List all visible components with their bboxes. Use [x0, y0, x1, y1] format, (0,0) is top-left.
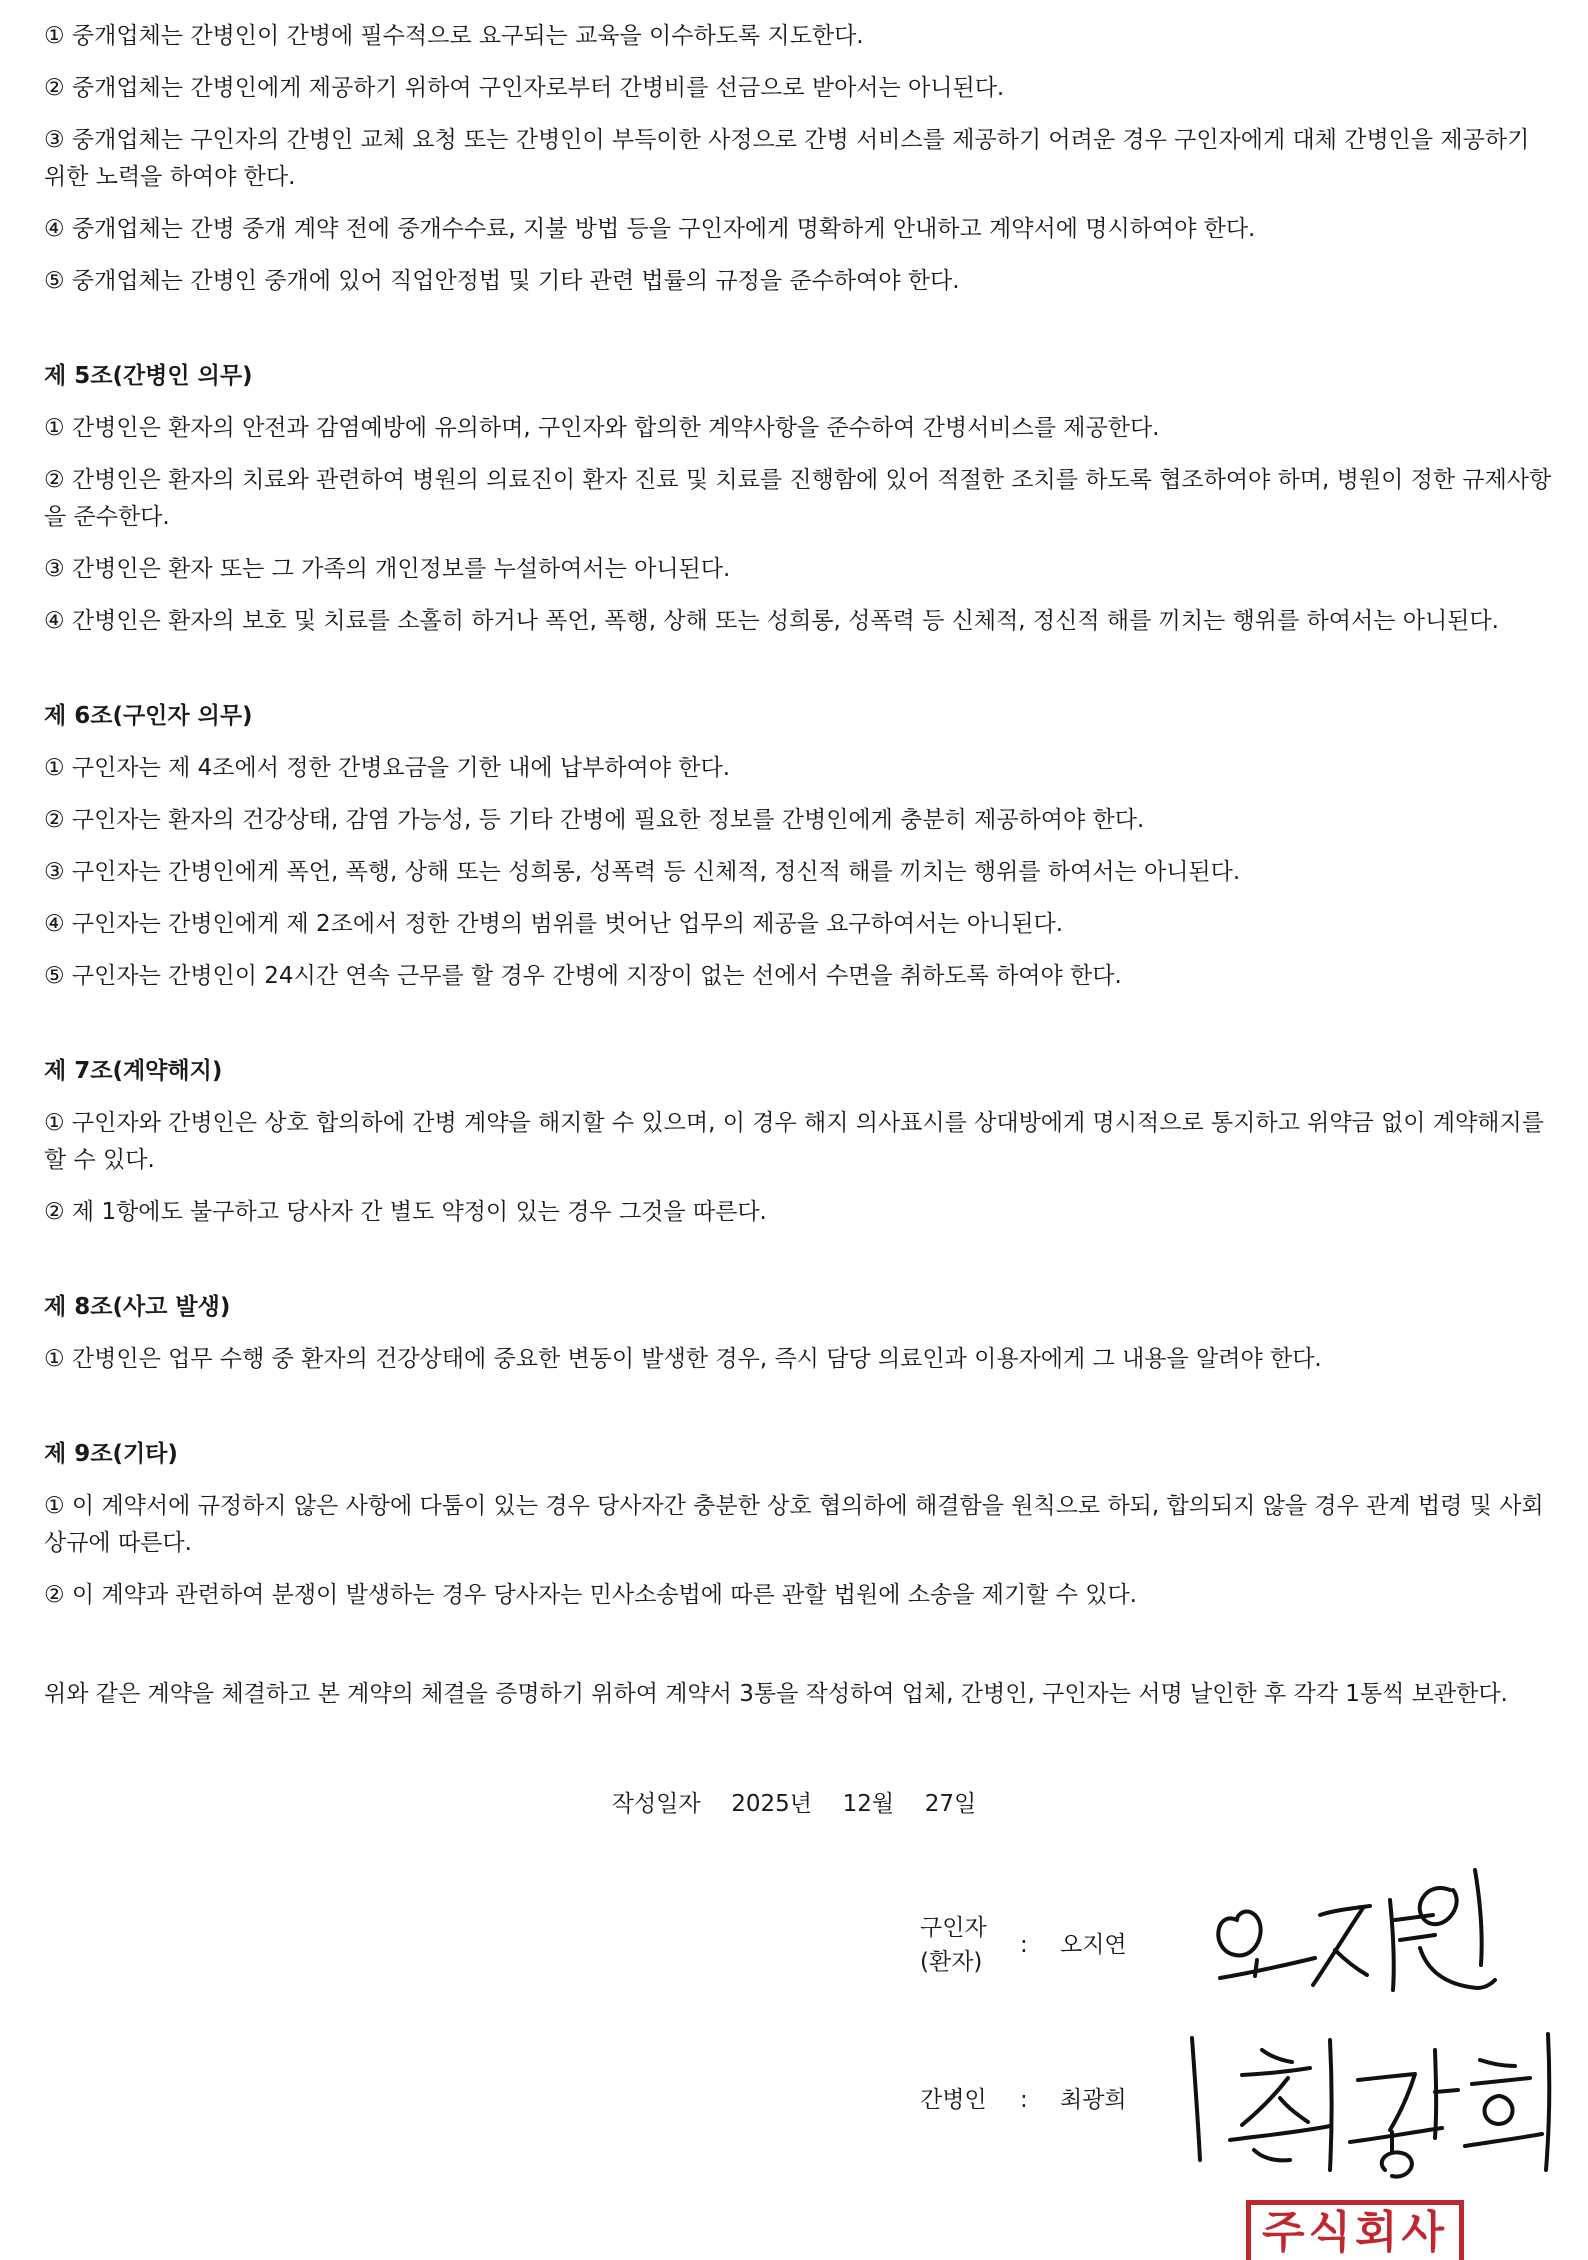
- client-signature: [1195, 1860, 1525, 2010]
- contract-body: [44, 18, 1554, 1629]
- article-section: [44, 1053, 1554, 1231]
- articles: [44, 358, 1554, 1614]
- caregiver-name: 최광희: [1060, 2087, 1127, 2113]
- article-title: 제 6조(구인자 의무): [44, 703, 253, 729]
- caregiver-colon: :: [1020, 2087, 1028, 2113]
- client-label-line1: 구인자: [920, 1915, 987, 1941]
- date-label: 작성일자: [611, 1791, 701, 1817]
- article-clause: ③ 구인자는 간병인에게 폭언, 폭행, 상해 또는 성희롱, 성폭력 등 신체적, 정신적 해를 끼치는 행위를 하여서는 아니된다.: [44, 859, 1241, 885]
- article-clause: ④ 간병인은 환자의 보호 및 치료를 소홀히 하거나 폭언, 폭행, 상해 또는 성희롱, 성폭력 등 신체적, 정신적 해를 끼치는 행위를 하여서는 아니된다.: [44, 608, 1499, 634]
- client-name: 오지연: [1060, 1932, 1127, 1958]
- intro-clause: ⑤ 중개업체는 간병인 중개에 있어 직업안정법 및 기타 관련 법률의 규정을 준수하여야 한다.: [44, 268, 960, 294]
- caregiver-label: 간병인: [920, 2087, 987, 2113]
- intro-clauses: [44, 18, 1554, 300]
- article-title: 제 7조(계약해지): [44, 1058, 223, 1084]
- article-title: 제 9조(기타): [44, 1441, 178, 1467]
- article-section: [44, 698, 1554, 995]
- article-title: 제 8조(사고 발생): [44, 1294, 231, 1320]
- date-year: 2025년: [731, 1791, 812, 1817]
- intro-clause: ④ 중개업체는 간병 중개 계약 전에 중개수수료, 지불 방법 등을 구인자에게 명확하게 안내하고 계약서에 명시하여야 한다.: [44, 216, 1256, 242]
- article-clause: ④ 구인자는 간병인에게 제 2조에서 정한 간병의 범위를 벗어난 업무의 제공을 요구하여서는 아니된다.: [44, 911, 1064, 937]
- article-clause: ③ 간병인은 환자 또는 그 가족의 개인정보를 누설하여서는 아니된다.: [44, 556, 731, 582]
- caregiver-signature: [1180, 2020, 1560, 2195]
- article-section: [44, 1289, 1554, 1378]
- signing-date: [0, 1786, 1588, 1823]
- intro-clause: ① 중개업체는 간병인이 간병에 필수적으로 요구되는 교육을 이수하도록 지도한다.: [44, 23, 864, 49]
- article-clause: ② 이 계약과 관련하여 분쟁이 발생하는 경우 당사자는 민사소송법에 따른 관할 법원에 소송을 제기할 수 있다.: [44, 1582, 1137, 1608]
- article-section: [44, 1436, 1554, 1614]
- article-clause: ② 간병인은 환자의 치료와 관련하여 병원의 의료진이 환자 진료 및 치료를 진행함에 있어 적절한 조치를 하도록 협조하여야 하며, 병원이 정한 규제사항을 준수한다.: [44, 467, 1552, 530]
- article-section: [44, 358, 1554, 640]
- article-clause: ① 간병인은 업무 수행 중 환자의 건강상태에 중요한 변동이 발생한 경우, 즉시 담당 의료인과 이용자에게 그 내용을 알려야 한다.: [44, 1346, 1322, 1372]
- company-seal-text: 주식회사: [1261, 2207, 1448, 2258]
- client-label-line2: (환자): [920, 1949, 983, 1975]
- company-seal: [1246, 2200, 1464, 2260]
- closing-statement: 위와 같은 계약을 체결하고 본 계약의 체결을 증명하기 위하여 계약서 3통을 작성하여 업체, 간병인, 구인자는 서명 날인한 후 각각 1통씩 보관한다.: [44, 1681, 1508, 1707]
- article-clause: ② 구인자는 환자의 건강상태, 감염 가능성, 등 기타 간병에 필요한 정보를 간병인에게 충분히 제공하여야 한다.: [44, 807, 1145, 833]
- intro-clause: ② 중개업체는 간병인에게 제공하기 위하여 구인자로부터 간병비를 선금으로 받아서는 아니된다.: [44, 75, 1005, 101]
- client-colon: :: [1020, 1932, 1028, 1958]
- article-clause: ① 구인자는 제 4조에서 정한 간병요금을 기한 내에 납부하여야 한다.: [44, 755, 731, 781]
- article-clause: ① 간병인은 환자의 안전과 감염예방에 유의하며, 구인자와 합의한 계약사항을 준수하여 간병서비스를 제공한다.: [44, 415, 1160, 441]
- article-clause: ① 이 계약서에 규정하지 않은 사항에 다툼이 있는 경우 당사자간 충분한 상호 협의하에 해결함을 원칙으로 하되, 합의되지 않을 경우 관계 법령 및 사회상규에 따른다.: [44, 1493, 1544, 1556]
- date-month: 12월: [842, 1791, 895, 1817]
- article-clause: ⑤ 구인자는 간병인이 24시간 연속 근무를 할 경우 간병에 지장이 없는 선에서 수면을 취하도록 하여야 한다.: [44, 963, 1122, 989]
- client-label: [920, 1911, 987, 1979]
- article-title: 제 5조(간병인 의무): [44, 363, 253, 389]
- intro-clause: ③ 중개업체는 구인자의 간병인 교체 요청 또는 간병인이 부득이한 사정으로 간병 서비스를 제공하기 어려운 경우 구인자에게 대체 간병인을 제공하기 위한 노력을 하여야 한다.: [44, 127, 1530, 190]
- article-clause: ① 구인자와 간병인은 상호 합의하에 간병 계약을 해지할 수 있으며, 이 경우 해지 의사표시를 상대방에게 명시적으로 통지하고 위약금 없이 계약해지를 할 수 있다.: [44, 1110, 1544, 1173]
- date-day: 27일: [924, 1791, 977, 1817]
- article-clause: ② 제 1항에도 불구하고 당사자 간 별도 약정이 있는 경우 그것을 따른다.: [44, 1199, 767, 1225]
